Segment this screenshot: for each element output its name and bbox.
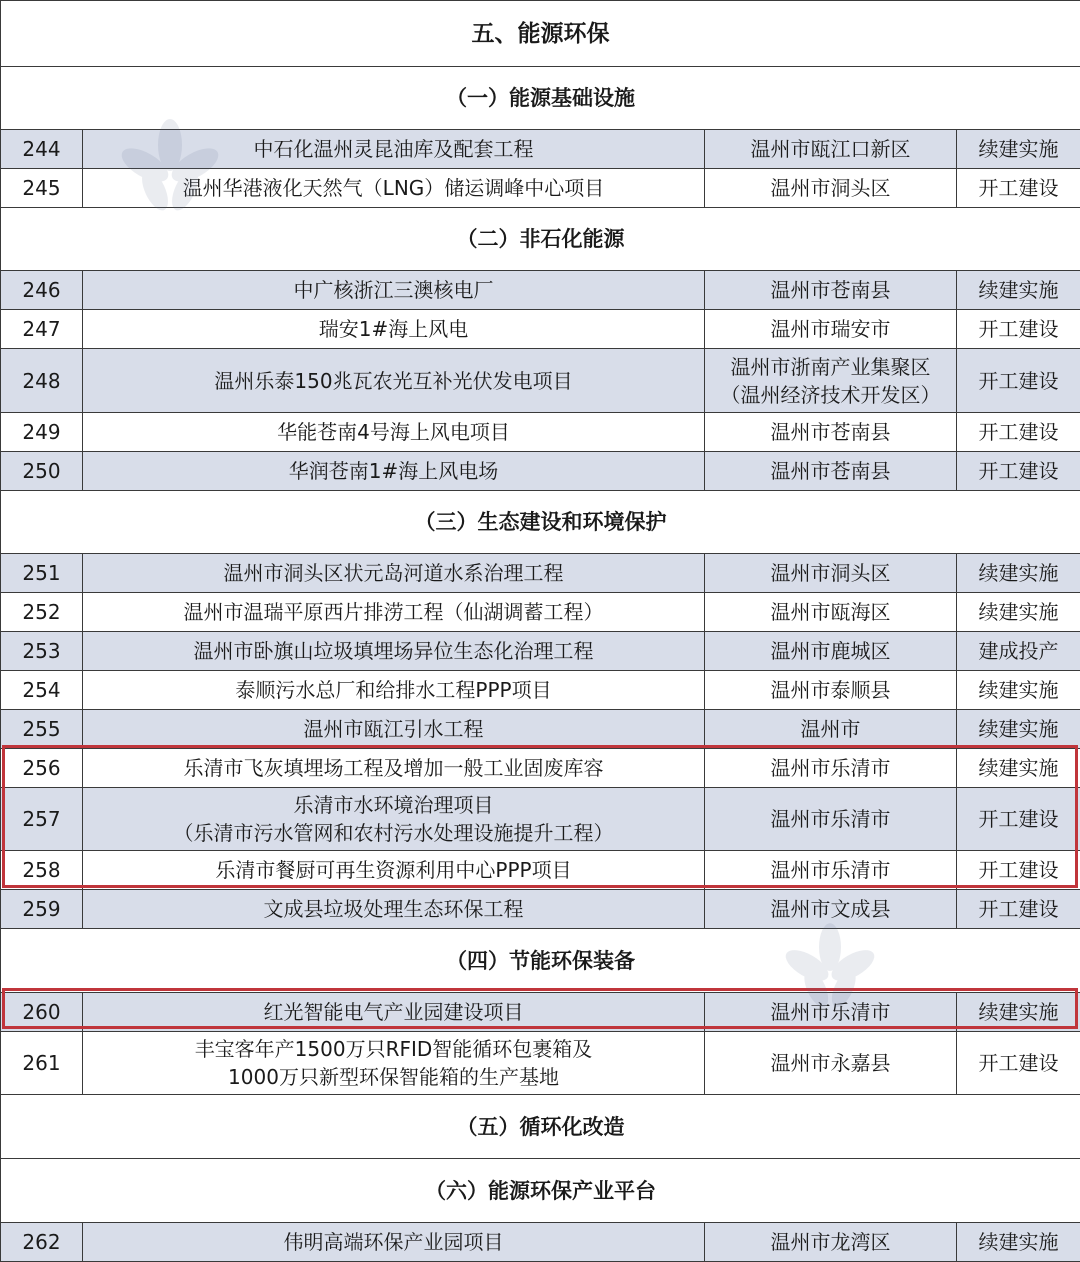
project-status: 开工建设 <box>957 349 1080 413</box>
location-line: 温州市浙南产业集聚区 <box>705 353 956 381</box>
project-name: 温州乐泰150兆瓦农光互补光伏发电项目 <box>83 349 705 413</box>
table-row <box>1 593 1080 632</box>
table-row <box>1 749 1080 788</box>
project-location: 温州市苍南县 <box>705 413 957 452</box>
table-row <box>1 1223 1080 1262</box>
section-heading: （二）非石化能源 <box>1 208 1080 271</box>
row-number: 244 <box>1 130 83 169</box>
project-location: 温州市乐清市 <box>705 993 957 1032</box>
row-number: 258 <box>1 851 83 890</box>
project-location: 温州市洞头区 <box>705 554 957 593</box>
project-status: 开工建设 <box>957 788 1080 851</box>
section-heading: （四）节能环保装备 <box>1 929 1080 993</box>
project-location: 温州市乐清市 <box>705 788 957 851</box>
project-name <box>83 1032 705 1095</box>
project-status: 续建实施 <box>957 671 1080 710</box>
row-number: 245 <box>1 169 83 208</box>
table-row <box>1 554 1080 593</box>
row-number: 253 <box>1 632 83 671</box>
section-heading: （一）能源基础设施 <box>1 67 1080 130</box>
row-number: 247 <box>1 310 83 349</box>
project-name: 温州华港液化天然气（LNG）储运调峰中心项目 <box>83 169 705 208</box>
project-status: 开工建设 <box>957 851 1080 890</box>
table-row <box>1 413 1080 452</box>
row-number: 261 <box>1 1032 83 1095</box>
table-row <box>1 452 1080 491</box>
project-location <box>705 349 957 413</box>
section-heading: （六）能源环保产业平台 <box>1 1159 1080 1223</box>
project-name: 泰顺污水总厂和给排水工程PPP项目 <box>83 671 705 710</box>
project-status: 续建实施 <box>957 993 1080 1032</box>
project-status: 续建实施 <box>957 593 1080 632</box>
table-row <box>1 710 1080 749</box>
project-name: 文成县垃圾处理生态环保工程 <box>83 890 705 929</box>
project-status: 建成投产 <box>957 632 1080 671</box>
table-row <box>1 993 1080 1032</box>
table-row <box>1 1032 1080 1095</box>
project-name: 温州市洞头区状元岛河道水系治理工程 <box>83 554 705 593</box>
project-status: 续建实施 <box>957 749 1080 788</box>
project-status: 开工建设 <box>957 890 1080 929</box>
row-number: 256 <box>1 749 83 788</box>
row-number: 259 <box>1 890 83 929</box>
project-name: 乐清市飞灰填埋场工程及增加一般工业固废库容 <box>83 749 705 788</box>
row-number: 248 <box>1 349 83 413</box>
project-location: 温州市乐清市 <box>705 749 957 788</box>
row-number: 250 <box>1 452 83 491</box>
project-location: 温州市泰顺县 <box>705 671 957 710</box>
table-row <box>1 310 1080 349</box>
project-name: 瑞安1#海上风电 <box>83 310 705 349</box>
row-number: 262 <box>1 1223 83 1262</box>
project-name: 华能苍南4号海上风电项目 <box>83 413 705 452</box>
table-row <box>1 130 1080 169</box>
project-location: 温州市瑞安市 <box>705 310 957 349</box>
section-heading: （三）生态建设和环境保护 <box>1 491 1080 554</box>
row-number: 252 <box>1 593 83 632</box>
row-number: 260 <box>1 993 83 1032</box>
project-location: 温州市文成县 <box>705 890 957 929</box>
project-location: 温州市苍南县 <box>705 271 957 310</box>
name-line: 丰宝客年产1500万只RFID智能循环包裹箱及 <box>83 1035 704 1063</box>
name-line: 1000万只新型环保智能箱的生产基地 <box>83 1063 704 1091</box>
section-heading: （五）循环化改造 <box>1 1095 1080 1159</box>
table-row <box>1 271 1080 310</box>
project-status: 开工建设 <box>957 310 1080 349</box>
project-location: 温州市苍南县 <box>705 452 957 491</box>
project-name <box>83 788 705 851</box>
row-number: 257 <box>1 788 83 851</box>
project-name: 红光智能电气产业园建设项目 <box>83 993 705 1032</box>
project-name: 温州市瓯江引水工程 <box>83 710 705 749</box>
project-status: 续建实施 <box>957 1223 1080 1262</box>
project-name: 温州市温瑞平原西片排涝工程（仙湖调蓄工程） <box>83 593 705 632</box>
table-row <box>1 788 1080 851</box>
page-title: 五、能源环保 <box>1 1 1080 67</box>
table-row <box>1 851 1080 890</box>
project-location: 温州市龙湾区 <box>705 1223 957 1262</box>
project-status: 续建实施 <box>957 554 1080 593</box>
project-location: 温州市永嘉县 <box>705 1032 957 1095</box>
project-name: 乐清市餐厨可再生资源利用中心PPP项目 <box>83 851 705 890</box>
table-row <box>1 890 1080 929</box>
project-status: 开工建设 <box>957 413 1080 452</box>
project-name: 伟明高端环保产业园项目 <box>83 1223 705 1262</box>
row-number: 249 <box>1 413 83 452</box>
name-line: （乐清市污水管网和农村污水处理设施提升工程） <box>83 819 704 847</box>
table-row <box>1 671 1080 710</box>
row-number: 254 <box>1 671 83 710</box>
project-status: 续建实施 <box>957 271 1080 310</box>
project-name: 温州市卧旗山垃圾填埋场异位生态化治理工程 <box>83 632 705 671</box>
project-location: 温州市乐清市 <box>705 851 957 890</box>
table-row <box>1 169 1080 208</box>
name-line: 乐清市水环境治理项目 <box>83 791 704 819</box>
project-name: 中石化温州灵昆油库及配套工程 <box>83 130 705 169</box>
project-location: 温州市瓯海区 <box>705 593 957 632</box>
project-location: 温州市洞头区 <box>705 169 957 208</box>
row-number: 255 <box>1 710 83 749</box>
project-status: 开工建设 <box>957 452 1080 491</box>
project-location: 温州市 <box>705 710 957 749</box>
project-status: 续建实施 <box>957 130 1080 169</box>
project-status: 开工建设 <box>957 1032 1080 1095</box>
project-status: 开工建设 <box>957 169 1080 208</box>
project-name: 中广核浙江三澳核电厂 <box>83 271 705 310</box>
project-status: 续建实施 <box>957 710 1080 749</box>
table-row <box>1 632 1080 671</box>
table-row <box>1 349 1080 413</box>
project-location: 温州市瓯江口新区 <box>705 130 957 169</box>
project-name: 华润苍南1#海上风电场 <box>83 452 705 491</box>
row-number: 251 <box>1 554 83 593</box>
location-line: （温州经济技术开发区） <box>705 381 956 409</box>
project-location: 温州市鹿城区 <box>705 632 957 671</box>
row-number: 246 <box>1 271 83 310</box>
